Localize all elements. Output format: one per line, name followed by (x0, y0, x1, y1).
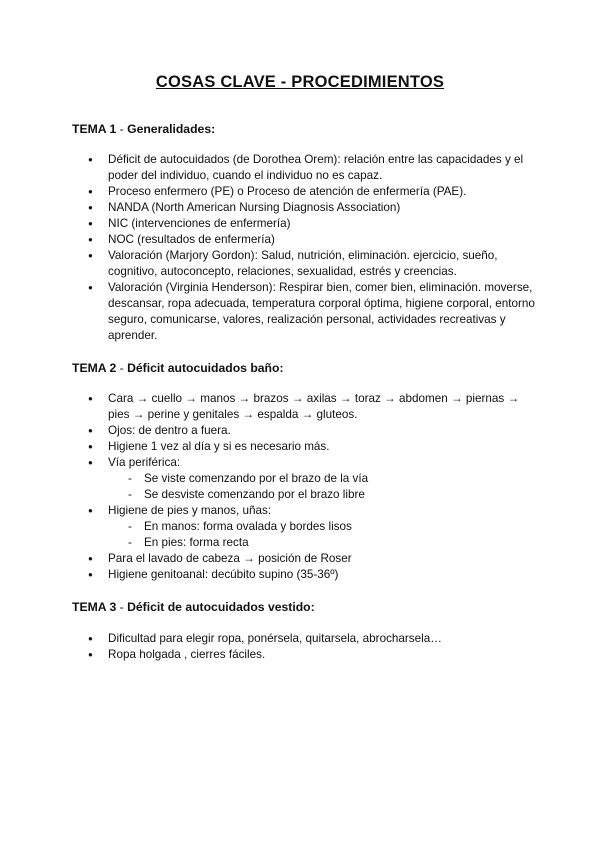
list-item: ● Déficit de autocuidados (de Dorothea Orem): relación entre las capacidades y el poder del individuo, cuando el individuo no es capaz. (0, 152, 538, 184)
section-heading-tema-3 (72, 599, 315, 615)
list-item: ● Proceso enfermero (PE) o Proceso de atención de enfermería (PAE). (0, 184, 538, 200)
section-separator: - (116, 122, 128, 136)
list-item: ● Dificultad para elegir ropa, ponérsela, quitarsela, abrocharsela… (0, 631, 538, 647)
section-separator: - (116, 361, 128, 375)
section-list-tema-1 (0, 152, 538, 344)
sub-list (108, 519, 538, 551)
section-number: TEMA 2 (72, 361, 117, 375)
list-item: ● Higiene 1 vez al día y si es necesario más. (0, 439, 538, 455)
page-title: COSAS CLAVE - PROCEDIMIENTOS (155, 73, 445, 91)
list-item (0, 455, 538, 503)
sub-list-item: - En pies: forma recta (108, 535, 538, 551)
sub-list-item: - Se desviste comenzando por el brazo libre (108, 487, 538, 503)
section-title: Déficit de autocuidados vestido: (127, 600, 315, 614)
sub-list-item: - En manos: forma ovalada y bordes lisos (108, 519, 538, 535)
list-item: ● NANDA (North American Nursing Diagnosis Association) (0, 200, 538, 216)
list-item: ● Ojos: de dentro a fuera. (0, 423, 538, 439)
section-heading-tema-1 (72, 121, 215, 137)
sub-list (108, 471, 538, 503)
section-title: Generalidades: (127, 122, 216, 136)
list-item-label: Vía periférica: (108, 456, 181, 469)
list-item: ● Higiene genitoanal: decúbito supino (35-36º) (0, 567, 538, 583)
list-item: ● NIC (intervenciones de enfermería) (0, 216, 538, 232)
section-list-tema-3 (0, 631, 538, 663)
list-item: ● Valoración (Marjory Gordon): Salud, nutrición, eliminación. ejercicio, sueño, cognitivo, autoconcepto, relaciones, sexualidad, estrés y creencias. (0, 248, 538, 280)
section-title: Déficit autocuidados baño: (127, 361, 284, 375)
section-heading-tema-2 (72, 360, 284, 376)
section-separator: - (116, 600, 128, 614)
section-list-tema-2 (0, 391, 538, 583)
section-number: TEMA 3 (72, 600, 117, 614)
list-item: ● Para el lavado de cabeza → posición de Roser (0, 551, 538, 567)
section-number: TEMA 1 (72, 122, 117, 136)
list-item: ● NOC (resultados de enfermería) (0, 232, 538, 248)
list-item (0, 503, 538, 551)
list-item: ● Cara → cuello → manos → brazos → axilas → toraz → abdomen → piernas → pies → perine y genitales → espalda → gluteos. (0, 391, 538, 423)
sub-list-item: - Se viste comenzando por el brazo de la vía (108, 471, 538, 487)
list-item: ● Ropa holgada , cierres fáciles. (0, 647, 538, 663)
list-item-label: Higiene de pies y manos, uñas: (108, 504, 272, 517)
list-item: ● Valoración (Virginia Henderson): Respirar bien, comer bien, eliminación. moverse, descansar, ropa adecuada, temperatura corporal óptima, higiene corporal, entorno seguro, comunicarse, valores, realización personal, actividades recreativas y aprender. (0, 280, 538, 344)
